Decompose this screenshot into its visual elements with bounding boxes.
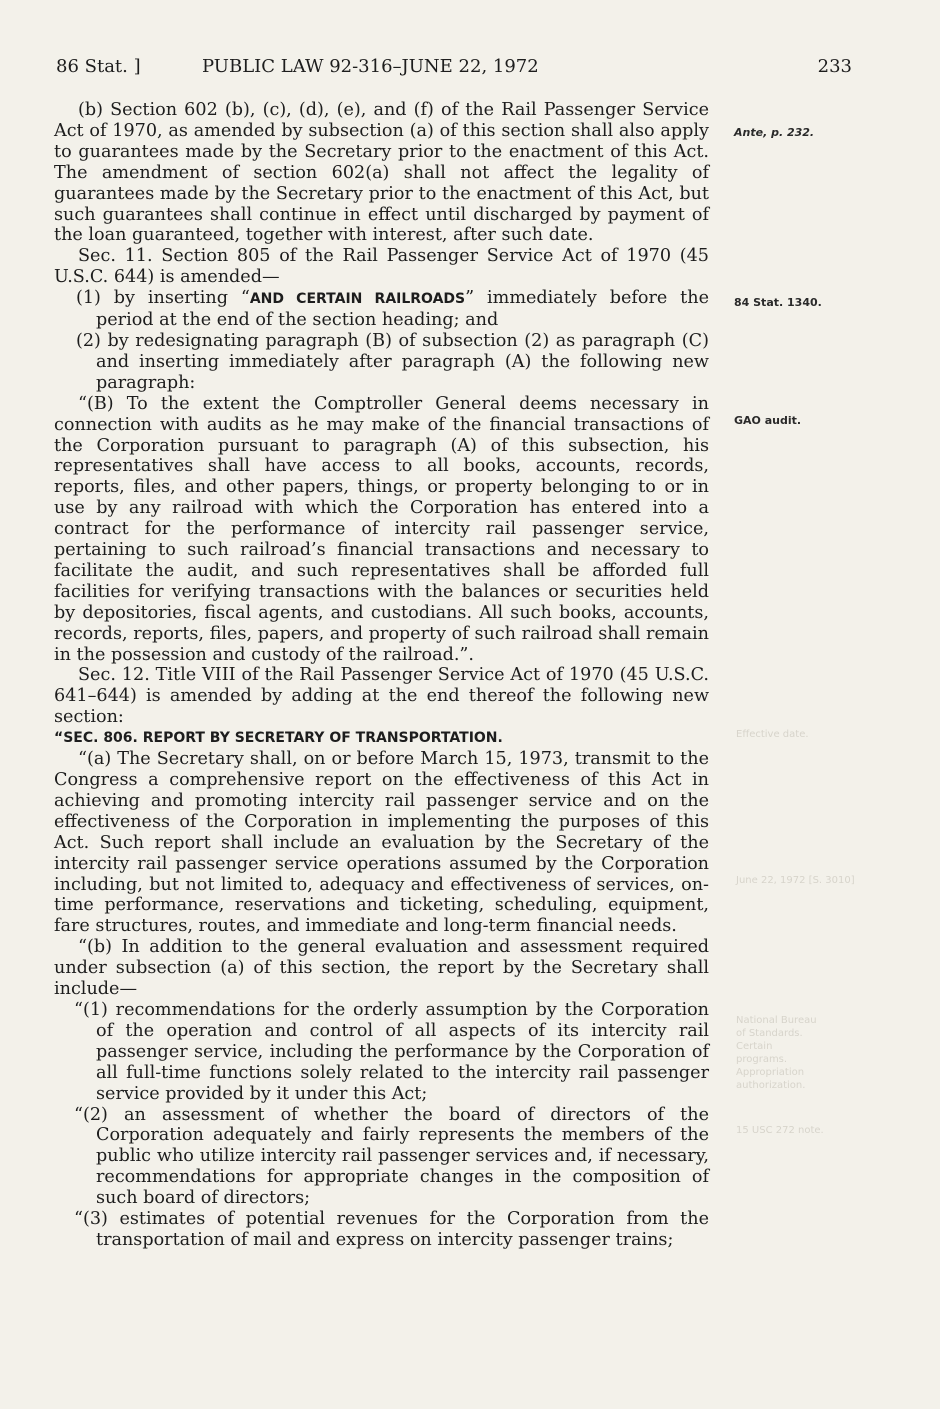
margin-note-ante: Ante, p. 232. — [734, 126, 815, 139]
section-12: Sec. 12. Title VIII of the Rail Passenger Service Act of 1970 (45 U.S.C. 641–644) is amended by adding at the end thereof the following new section: — [54, 665, 709, 728]
amendment-item-2: (2) by redesignating paragraph (B) of subsection (2) as paragraph (C) and inserting immediately after paragraph (A) the following new paragraph: — [76, 330, 709, 393]
bleed-through-note: Effective date. — [736, 729, 809, 740]
volume-citation: 86 Stat. ] — [56, 56, 141, 77]
margin-note-gao: GAO audit. — [734, 414, 802, 427]
subsection-b-item-2: “(2) an assessment of whether the board of directors of the Corporation adequately and fairly represents the members of the public who utilize intercity rail passenger services and, if necessary, recommendations for appropriate changes in the composition of such board of directors; — [74, 1104, 709, 1209]
subsection-b: “(b) In addition to the general evaluation and assessment required under subsection (a) of this section, the report by the Secretary shall include— — [54, 937, 709, 1000]
section-806-heading: “SEC. 806. REPORT BY SECRETARY OF TRANSPORTATION. — [54, 730, 503, 747]
item-1-suffix: ” immediately before the period at the end of the section heading; and — [96, 288, 709, 331]
subsection-b-item-1: “(1) recommendations for the orderly assumption by the Corporation of the operation and control of all aspects of its intercity rail passenger service, including the performance by the Corporation of all full-time functions solely related to the intercity rail passenger service provided by it under this Act; — [74, 999, 709, 1104]
section-11: Sec. 11. Section 805 of the Rail Passenger Service Act of 1970 (45 U.S.C. 644) is amended— — [54, 246, 709, 288]
page-number: 233 — [817, 56, 852, 77]
law-title: PUBLIC LAW 92-316–JUNE 22, 1972 — [202, 56, 539, 77]
item-1-caps: AND CERTAIN RAILROADS — [249, 291, 466, 308]
page-header — [56, 56, 856, 84]
bleed-through-note: June 22, 1972 [S. 3010] — [736, 875, 855, 886]
margin-note-stat: 84 Stat. 1340. — [734, 296, 822, 309]
quoted-paragraph-b: “(B) To the extent the Comptroller General deems necessary in connection with audits as he may make of the financial transactions of the Corporation pursuant to paragraph (A) of this subsection, his representatives shall have access to all books, accounts, records, reports, files, and other papers, things, or property belonging to or in use by any railroad with which the Corporation has entered into a contract for the performance of intercity rail passenger service, pertaining to such railroad’s financial transactions and necessary to facilitate the audit, and such representatives shall be afforded full facilities for verifying transactions with the balances or securities held by depositories, fiscal agents, and custodians. All such books, accounts, records, reports, files, papers, and property of such railroad shall remain in the possession and custody of the railroad.”. — [54, 393, 709, 665]
subsection-a: “(a) The Secretary shall, on or before March 15, 1973, transmit to the Congress a comprehensive report on the effectiveness of this Act in achieving and promoting intercity rail passenger service and on the effectiveness of the Corporation in implementing the purposes of this Act. Such report shall include an evaluation by the Secretary of the intercity rail passenger service operations assumed by the Corporation including, but not limited to, adequacy and effectiveness of services, on-time performance, reservations and ticketing, scheduling, equipment, fare structures, routes, and immediate and long-term financial needs. — [54, 749, 709, 937]
amendment-item-1 — [54, 288, 709, 331]
bleed-through-note: 15 USC 272 note. — [736, 1125, 824, 1136]
body-text — [54, 100, 709, 1251]
paragraph-b: (b) Section 602 (b), (c), (d), (e), and (f) of the Rail Passenger Service Act of 1970, as amended by subsection (a) of this section shall also apply to guarantees made by the Secretary prior to the enactment of this Act. The amendment of section 602(a) shall not affect the legality of guarantees made by the Secretary prior to the enactment of this Act, but such guarantees shall continue in effect until discharged by payment of the loan guaranteed, together with interest, after such date. — [54, 100, 709, 246]
item-1-prefix: (1) by inserting “ — [76, 288, 250, 309]
bleed-through-note: National Bureau of Standards. Certain programs. Appropriation authorization. — [736, 1015, 817, 1091]
subsection-b-item-3: “(3) estimates of potential revenues for the Corporation from the transportation of mail and express on intercity passenger trains; — [74, 1209, 709, 1250]
